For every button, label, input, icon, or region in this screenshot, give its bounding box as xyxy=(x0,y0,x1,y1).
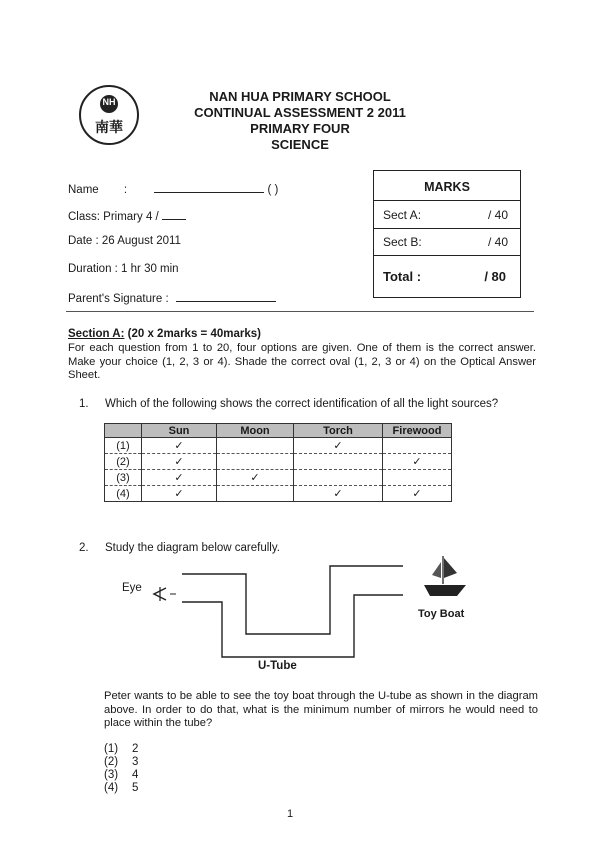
school-name: NAN HUA PRIMARY SCHOOL xyxy=(209,89,391,104)
q2-option xyxy=(104,743,138,756)
sect-b-value: / 40 xyxy=(487,235,508,249)
table-header-row xyxy=(105,424,452,438)
parent-signature-blank[interactable] xyxy=(176,290,276,302)
table-cell: ✓ xyxy=(294,438,383,454)
class-label: Class: Primary 4 / xyxy=(68,211,159,223)
name-blank[interactable] xyxy=(154,181,264,193)
name-field xyxy=(68,181,278,196)
table-header-cell: Moon xyxy=(217,424,294,438)
option-value: 2 xyxy=(132,743,139,755)
total-value: / 80 xyxy=(484,269,506,284)
marks-box xyxy=(373,170,521,298)
section-a-detail: (20 x 2marks = 40marks) xyxy=(124,328,261,340)
option-number: (2) xyxy=(104,756,119,768)
table-cell: ✓ xyxy=(383,486,452,502)
table-cell xyxy=(294,454,383,470)
eye-icon xyxy=(154,587,176,601)
page-number: 1 xyxy=(287,808,294,820)
option-value: 4 xyxy=(132,769,139,781)
table-cell xyxy=(217,438,294,454)
toy-boat-icon xyxy=(424,556,466,596)
sect-b-label: Sect B: xyxy=(383,235,422,249)
school-logo xyxy=(78,84,140,146)
duration-field: Duration : 1 hr 30 min xyxy=(68,263,179,275)
parent-signature-label: Parent's Signature : xyxy=(68,293,169,305)
table-cell: ✓ xyxy=(383,454,452,470)
table-cell: ✓ xyxy=(142,438,217,454)
section-a-instructions: For each question from 1 to 20, four options are given. One of them is the correct answer. Make your choice (1, 2, 3 or 4). Shade the correct oval (1, 2, 3 or 4) on the Optical Answer Sheet. xyxy=(68,342,536,381)
q2-number: 2. xyxy=(79,542,89,554)
table-cell xyxy=(383,470,452,486)
section-a-heading xyxy=(68,328,261,340)
name-label: Name xyxy=(68,184,99,196)
q2-option xyxy=(104,756,138,769)
q2-option xyxy=(104,769,138,782)
section-a-title: Section A: xyxy=(68,328,125,340)
option-number: (4) xyxy=(104,782,119,794)
q1-number: 1. xyxy=(79,398,89,410)
table-header-cell: Sun xyxy=(142,424,217,438)
table-cell xyxy=(294,470,383,486)
subject-title: SCIENCE xyxy=(271,137,329,152)
name-index-paren: ( ) xyxy=(267,184,279,196)
table-cell: ✓ xyxy=(142,470,217,486)
option-label: (3) xyxy=(105,470,142,486)
option-value: 5 xyxy=(132,782,139,794)
logo-chinese: 南華 xyxy=(95,120,123,136)
class-blank[interactable] xyxy=(162,208,186,220)
option-label: (1) xyxy=(105,438,142,454)
table-cell xyxy=(383,438,452,454)
table-cell: ✓ xyxy=(142,486,217,502)
q2-option xyxy=(104,782,138,795)
table-row xyxy=(105,486,452,502)
table-header-cell xyxy=(105,424,142,438)
table-row xyxy=(105,470,452,486)
total-label: Total : xyxy=(383,269,422,284)
option-number: (1) xyxy=(104,743,119,755)
table-cell: ✓ xyxy=(217,470,294,486)
date-field: Date : 26 August 2011 xyxy=(68,235,181,247)
q1-text: Which of the following shows the correct identification of all the light sources? xyxy=(105,398,499,410)
header-divider xyxy=(66,311,534,312)
table-cell xyxy=(217,454,294,470)
level-title: PRIMARY FOUR xyxy=(250,121,350,136)
option-label: (2) xyxy=(105,454,142,470)
marks-heading: MARKS xyxy=(424,180,470,194)
light-sources-table xyxy=(104,423,452,502)
sect-a-label: Sect A: xyxy=(383,208,422,222)
table-cell: ✓ xyxy=(142,454,217,470)
boat-label: Toy Boat xyxy=(418,608,465,620)
assessment-title: CONTINUAL ASSESSMENT 2 2011 xyxy=(194,105,406,120)
class-field xyxy=(68,208,186,223)
option-value: 3 xyxy=(132,756,139,768)
q2-question: Peter wants to be able to see the toy boat through the U-tube as shown in the diagram above. In order to do that, what is the minimum number of mirrors he would need to place within the tube? xyxy=(104,690,538,729)
sect-a-value: / 40 xyxy=(487,208,508,222)
logo-letters: NH xyxy=(102,97,116,107)
option-number: (3) xyxy=(104,769,119,781)
tube-label: U-Tube xyxy=(258,660,297,672)
table-header-cell: Firewood xyxy=(383,424,452,438)
name-colon: : xyxy=(123,184,128,196)
u-tube xyxy=(182,566,403,657)
table-row xyxy=(105,454,452,470)
eye-label: Eye xyxy=(122,582,142,594)
q2-text: Study the diagram below carefully. xyxy=(105,542,280,554)
table-header-cell: Torch xyxy=(294,424,383,438)
parent-signature-field xyxy=(68,290,276,305)
table-cell: ✓ xyxy=(294,486,383,502)
option-label: (4) xyxy=(105,486,142,502)
table-cell xyxy=(217,486,294,502)
table-row xyxy=(105,438,452,454)
